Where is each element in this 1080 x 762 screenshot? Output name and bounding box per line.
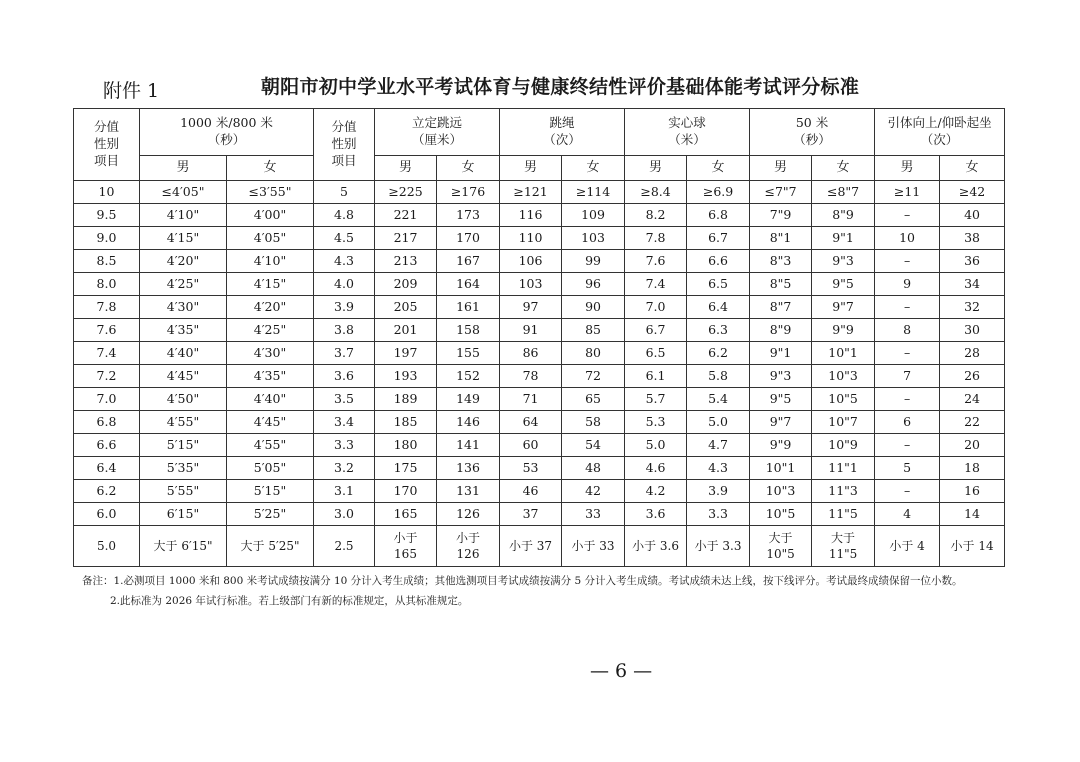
gender-male-cell: 男 [875,156,940,181]
gender-female-cell: 女 [227,156,314,181]
table-cell: 7.2 [74,365,140,388]
table-cell: 161 [437,296,500,319]
table-row [74,319,1005,342]
table-cell: 30 [940,319,1005,342]
table-cell: 4 [875,503,940,526]
table-cell: – [875,434,940,457]
pull-header-cell: 引体向上/仰卧起坐 （次） [875,109,1005,156]
table-cell: 7.4 [74,342,140,365]
table-cell: 97 [500,296,562,319]
table-cell: 3.8 [314,319,375,342]
table-cell: 136 [437,457,500,480]
table-cell: 4.5 [314,227,375,250]
table-cell: 99 [562,250,625,273]
table-cell: 16 [940,480,1005,503]
table-cell: 152 [437,365,500,388]
table-cell: 8 [875,319,940,342]
table-cell: 6.2 [74,480,140,503]
gender-male-cell: 男 [500,156,562,181]
table-cell: 3.3 [314,434,375,457]
table-cell: 4′05" [227,227,314,250]
table-cell: 180 [375,434,437,457]
table-cell: 小于 33 [562,526,625,567]
table-cell: 3.4 [314,411,375,434]
table-cell: 20 [940,434,1005,457]
table-cell: ≤8"7 [812,181,875,204]
table-row [74,273,1005,296]
table-cell: 8.5 [74,250,140,273]
table-cell: 6.6 [687,250,750,273]
table-cell: 10"5 [750,503,812,526]
table-cell: 11"3 [812,480,875,503]
table-cell: 58 [562,411,625,434]
table-cell: ≤7"7 [750,181,812,204]
table-cell: 2.5 [314,526,375,567]
table-cell: 170 [437,227,500,250]
table-cell: 10"7 [812,411,875,434]
table-cell: 9"7 [812,296,875,319]
table-cell: 5.0 [687,411,750,434]
table-cell: 小于 4 [875,526,940,567]
table-cell: 185 [375,411,437,434]
table-cell: – [875,342,940,365]
table-cell: 5′35" [140,457,227,480]
gender-male-cell: 男 [140,156,227,181]
table-cell: 4′25" [227,319,314,342]
table-cell: 149 [437,388,500,411]
table-cell: ≤3′55" [227,181,314,204]
table-cell: 小于 3.6 [625,526,687,567]
run-header-cell: 1000 米/800 米 （秒） [140,109,314,156]
table-cell: ≥176 [437,181,500,204]
table-cell: 7.0 [74,388,140,411]
table-cell: 103 [500,273,562,296]
table-cell: ≥42 [940,181,1005,204]
table-cell: 7.8 [74,296,140,319]
table-cell: 54 [562,434,625,457]
document-title: 朝阳市初中学业水平考试体育与健康终结性评价基础体能考试评分标准 [260,76,860,98]
table-cell: 170 [375,480,437,503]
table-cell: 10 [74,181,140,204]
table-cell: 4′35" [227,365,314,388]
table-cell: – [875,296,940,319]
table-cell: 5.8 [687,365,750,388]
table-cell: 7.8 [625,227,687,250]
table-cell: 14 [940,503,1005,526]
table-cell: 小于 37 [500,526,562,567]
table-cell: 4′10" [140,204,227,227]
table-cell: 4′25" [140,273,227,296]
table-cell: 5′55" [140,480,227,503]
table-cell: ≥114 [562,181,625,204]
table-cell: 4′30" [227,342,314,365]
header-row-2 [74,156,1005,181]
table-cell: 32 [940,296,1005,319]
table-cell: 6.8 [687,204,750,227]
table-cell: 96 [562,273,625,296]
table-cell: 8"5 [750,273,812,296]
table-cell: 167 [437,250,500,273]
table-cell: 7.4 [625,273,687,296]
table-cell: 10"1 [812,342,875,365]
score2-header-cell: 分值 性别 项目 [314,109,375,181]
table-cell: 8.0 [74,273,140,296]
table-cell: ≤4′05" [140,181,227,204]
table-cell: 4′45" [227,411,314,434]
table-cell: 3.9 [314,296,375,319]
table-cell: 6.3 [687,319,750,342]
table-cell: 大于 10"5 [750,526,812,567]
table-cell: 10"1 [750,457,812,480]
table-cell: 6′15" [140,503,227,526]
table-cell: 7"9 [750,204,812,227]
table-cell: 141 [437,434,500,457]
table-cell: 165 [375,503,437,526]
table-cell: 109 [562,204,625,227]
table-cell: 5.0 [74,526,140,567]
page-number: — 6 — [590,660,653,682]
table-row-lowest [74,526,1005,567]
table-cell: 116 [500,204,562,227]
table-cell: 11"5 [812,503,875,526]
table-row [74,250,1005,273]
table-cell: 9"3 [812,250,875,273]
table-cell: 3.0 [314,503,375,526]
table-row [74,457,1005,480]
table-cell: 7.0 [625,296,687,319]
table-cell: 64 [500,411,562,434]
table-cell: 131 [437,480,500,503]
table-cell: 3.6 [314,365,375,388]
score-header-cell: 分值 性别 项目 [74,109,140,181]
table-cell: 4′40" [227,388,314,411]
table-cell: 8"3 [750,250,812,273]
table-cell: 5 [314,181,375,204]
table-cell: 5′15" [227,480,314,503]
m50-header-cell: 50 米 （秒） [750,109,875,156]
table-cell: 209 [375,273,437,296]
table-cell: 86 [500,342,562,365]
table-cell: 201 [375,319,437,342]
table-cell: 5.0 [625,434,687,457]
table-row [74,503,1005,526]
ball-header-cell: 实心球 （米） [625,109,750,156]
table-cell: 4′45" [140,365,227,388]
table-row [74,365,1005,388]
table-cell: 46 [500,480,562,503]
table-row [74,411,1005,434]
gender-male-cell: 男 [750,156,812,181]
table-cell: 6 [875,411,940,434]
table-row [74,434,1005,457]
table-cell: 6.4 [74,457,140,480]
table-cell: 60 [500,434,562,457]
table-cell: 6.7 [687,227,750,250]
rope-header-cell: 跳绳 （次） [500,109,625,156]
table-row [74,296,1005,319]
gender-female-cell: 女 [437,156,500,181]
table-cell: – [875,480,940,503]
table-cell: 9"9 [812,319,875,342]
table-cell: 10"3 [750,480,812,503]
table-cell: 7 [875,365,940,388]
gender-female-cell: 女 [562,156,625,181]
table-row [74,342,1005,365]
table-cell: 9.0 [74,227,140,250]
gender-female-cell: 女 [812,156,875,181]
table-cell: 65 [562,388,625,411]
table-cell: 7.6 [74,319,140,342]
note-line-1: 备注：1.必测项目 1000 米和 800 米考试成绩按满分 10 分计入考生成绩；其他选测项目考试成绩按满分 5 分计入考生成绩。考试成绩未达上线，按下线评分。考试最终成绩保留一位小数。 [82,575,963,587]
table-cell: 10"5 [812,388,875,411]
table-cell: 大于 11"5 [812,526,875,567]
table-cell: 4′40" [140,342,227,365]
table-cell: 3.9 [687,480,750,503]
table-row [74,227,1005,250]
table-cell: 71 [500,388,562,411]
table-cell: 6.0 [74,503,140,526]
attachment-label: 附件 1 [103,80,160,102]
table-cell: 4′10" [227,250,314,273]
table-cell: 53 [500,457,562,480]
table-cell: 4.8 [314,204,375,227]
table-cell: 6.5 [625,342,687,365]
table-cell: 8"1 [750,227,812,250]
table-cell: 10 [875,227,940,250]
scoring-table [73,108,1005,567]
table-cell: 217 [375,227,437,250]
table-cell: 6.2 [687,342,750,365]
table-cell: 34 [940,273,1005,296]
table-row [74,480,1005,503]
table-cell: 4′55" [227,434,314,457]
table-cell: 4′00" [227,204,314,227]
table-cell: 36 [940,250,1005,273]
table-cell: 6.7 [625,319,687,342]
table-cell: 175 [375,457,437,480]
table-cell: 9"7 [750,411,812,434]
table-cell: 189 [375,388,437,411]
table-cell: 197 [375,342,437,365]
table-cell: 91 [500,319,562,342]
table-cell: 221 [375,204,437,227]
table-cell: ≥8.4 [625,181,687,204]
table-cell: – [875,388,940,411]
table-cell: 38 [940,227,1005,250]
table-cell: 4.2 [625,480,687,503]
table-cell: – [875,204,940,227]
table-cell: 90 [562,296,625,319]
table-cell: 42 [562,480,625,503]
table-cell: 3.2 [314,457,375,480]
table-cell: 4.3 [314,250,375,273]
table-cell: 6.5 [687,273,750,296]
table-cell: 106 [500,250,562,273]
table-cell: 85 [562,319,625,342]
table-cell: 小于 3.3 [687,526,750,567]
table-cell: ≥121 [500,181,562,204]
table-cell: 10"9 [812,434,875,457]
table-cell: 4′30" [140,296,227,319]
table-cell: 26 [940,365,1005,388]
table-cell: 28 [940,342,1005,365]
table-cell: 110 [500,227,562,250]
table-cell: 6.8 [74,411,140,434]
table-cell: 48 [562,457,625,480]
table-cell: 9"1 [812,227,875,250]
table-cell: 3.6 [625,503,687,526]
table-cell: 3.1 [314,480,375,503]
table-cell: 9"9 [750,434,812,457]
table-row [74,204,1005,227]
table-cell: 4′15" [227,273,314,296]
notes-section [82,571,1002,611]
table-cell: 7.6 [625,250,687,273]
table-cell: 173 [437,204,500,227]
table-cell: 78 [500,365,562,388]
table-cell: 4′20" [140,250,227,273]
table-cell: 8.2 [625,204,687,227]
table-cell: 9"5 [750,388,812,411]
table-cell: 4.6 [625,457,687,480]
table-cell: 9.5 [74,204,140,227]
table-cell: – [875,250,940,273]
table-cell: 3.5 [314,388,375,411]
table-cell: 6.1 [625,365,687,388]
table-cell: 5.3 [625,411,687,434]
table-cell: 18 [940,457,1005,480]
gender-male-cell: 男 [625,156,687,181]
table-cell: 小于 14 [940,526,1005,567]
table-cell: 小于 126 [437,526,500,567]
table-cell: 72 [562,365,625,388]
table-cell: 4′15" [140,227,227,250]
table-row [74,388,1005,411]
table-cell: 3.3 [687,503,750,526]
table-cell: 40 [940,204,1005,227]
table-cell: 205 [375,296,437,319]
table-cell: 155 [437,342,500,365]
table-cell: 9"1 [750,342,812,365]
table-row [74,181,1005,204]
table-cell: 37 [500,503,562,526]
table-cell: 4.7 [687,434,750,457]
table-cell: ≥225 [375,181,437,204]
jump-header-cell: 立定跳远 （厘米） [375,109,500,156]
header-row-1 [74,109,1005,156]
table-cell: 5′15" [140,434,227,457]
table-cell: 小于 165 [375,526,437,567]
table-cell: 5′25" [227,503,314,526]
table-cell: 9"3 [750,365,812,388]
table-cell: 4.3 [687,457,750,480]
table-cell: 大于 6′15" [140,526,227,567]
table-cell: 8"9 [750,319,812,342]
note-line-2: 2.此标准为 2026 年试行标准。若上级部门有新的标准规定，从其标准规定。 [110,595,469,607]
table-cell: 9 [875,273,940,296]
table-cell: 5.4 [687,388,750,411]
table-cell: 193 [375,365,437,388]
table-cell: 4.0 [314,273,375,296]
table-cell: 24 [940,388,1005,411]
table-cell: ≥11 [875,181,940,204]
table-cell: 4′35" [140,319,227,342]
table-cell: 5′05" [227,457,314,480]
gender-male-cell: 男 [375,156,437,181]
table-cell: 大于 5′25" [227,526,314,567]
table-cell: 5 [875,457,940,480]
table-cell: 11"1 [812,457,875,480]
table-cell: 3.7 [314,342,375,365]
table-cell: 6.6 [74,434,140,457]
gender-female-cell: 女 [687,156,750,181]
table-cell: 8"7 [750,296,812,319]
table-cell: 22 [940,411,1005,434]
table-cell: 5.7 [625,388,687,411]
table-cell: 103 [562,227,625,250]
table-cell: 158 [437,319,500,342]
table-cell: ≥6.9 [687,181,750,204]
table-cell: 164 [437,273,500,296]
table-cell: 6.4 [687,296,750,319]
table-cell: 80 [562,342,625,365]
gender-female-cell: 女 [940,156,1005,181]
table-cell: 126 [437,503,500,526]
table-cell: 9"5 [812,273,875,296]
table-cell: 146 [437,411,500,434]
table-cell: 10"3 [812,365,875,388]
table-cell: 8"9 [812,204,875,227]
table-cell: 213 [375,250,437,273]
table-cell: 33 [562,503,625,526]
table-cell: 4′55" [140,411,227,434]
table-cell: 4′20" [227,296,314,319]
table-cell: 4′50" [140,388,227,411]
